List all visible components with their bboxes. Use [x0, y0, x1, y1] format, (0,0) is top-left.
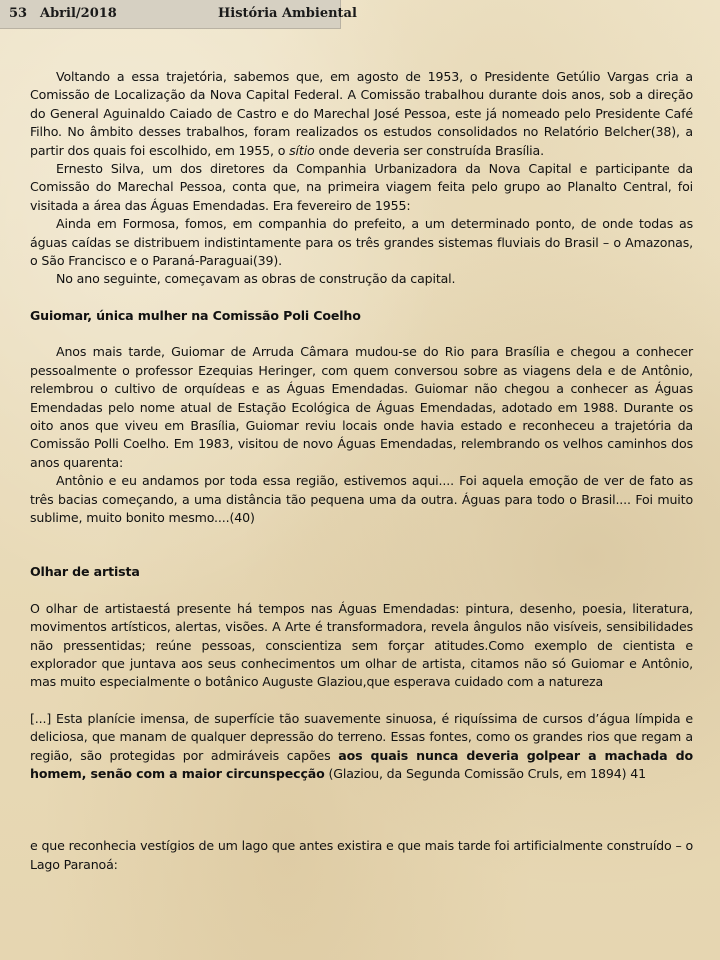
spacer [30, 692, 693, 710]
spacer [30, 783, 693, 837]
page-number: 53 [9, 6, 28, 21]
article-body [30, 68, 693, 874]
page-header [0, 0, 357, 29]
paragraph-artist: O olhar de artistaestá presente há tempos nas Águas Emendadas: pintura, desenho, poesia, literatura, movimentos artísticos, alertas, visões. A Arte é transformadora, revela ângulos não visíveis, sensibilidades não pressentidas; reúne pessoas, conscientiza sem forçar atitudes.Como exemplo de cientista e explorador que juntava aos seus conhecimentos um olhar de artista, citamos não só Guiomar e Antônio, mas muito especialmente o botânico Auguste Glaziou,que esperava cuidado com a natureza [30, 600, 693, 690]
spacer [30, 325, 693, 343]
section-name: História Ambiental [218, 6, 357, 21]
quote-bold-text: aos quais nunca deveria golpear a machada do homem, senão com a maior circunspecção [30, 747, 693, 781]
paragraph-text: onde deveria ser construída Brasília. [314, 142, 544, 158]
emphasis-sitio: sítio [289, 142, 315, 158]
glaziou-quote [30, 710, 693, 784]
paragraph-construction: No ano seguinte, começavam as obras de construção da capital. [56, 271, 456, 287]
paragraph-ernesto-silva: Ernesto Silva, um dos diretores da Companhia Urbanizadora da Nova Capital e participante da Comissão do Marechal Pessoa, conta que, na primeira viagem feita pelo grupo ao Planalto Central, foi visitada a área das Águas Emendadas. Era fevereiro de 1955: [30, 161, 693, 213]
section-heading-artist: Olhar de artista [30, 564, 140, 580]
spacer [30, 527, 693, 563]
paragraph-guiomar: Anos mais tarde, Guiomar de Arruda Câmara mudou-se do Rio para Brasília e chegou a conhecer pessoalmente o professor Ezequias Heringer, com quem conversou sobre as viagens dela e de Antônio, relembrou o cultivo de orquídeas e as Águas Emendadas. Guiomar não chegou a conhecer as Águas Emendadas pelo nome atual de Estação Ecológica de Águas Emendadas, adotado em 1988. Durante os oito anos que viveu em Brasília, Guiomar reviu locais onde havia estado e reconheceu a trajetória da Comissão Polli Coelho. Em 1983, visitou de novo Águas Emendadas, relembrando os velhos caminhos dos anos quarenta: [30, 344, 693, 470]
paragraph-lake-paranoa: e que reconhecia vestígios de um lago que antes existira e que mais tarde foi artificialmente construído – o Lago Paranoá: [30, 838, 693, 872]
paragraph-text: Voltando a essa trajetória, sabemos que, em agosto de 1953, o Presidente Getúlio Vargas cria a Comissão de Localização da Nova Capital Federal. A Comissão trabalhou durante dois anos, sob a direção do General Aguinaldo Caiado de Castro e do Marechal José Pessoa, este já nomeado pelo Presidente Café Filho. No âmbito desses trabalhos, foram realizados os estudos consolidados no Relatório Belcher(38), a partir dos quais foi escolhido, em 1955, o [30, 69, 693, 158]
paragraph-commission [30, 68, 693, 160]
spacer [30, 582, 693, 600]
paragraph-formosa-quote: Ainda em Formosa, fomos, em companhia do prefeito, a um determinado ponto, de onde todas as águas caídas se distribuem indistintamente para os três grandes sistemas fluviais do Brasil – o Amazonas, o São Francisco e o Paraná-Paraguai(39). [30, 216, 693, 269]
spacer [30, 289, 693, 307]
quote-citation: (Glaziou, da Segunda Comissão Cruls, em 1894) 41 [324, 766, 646, 781]
section-heading-guiomar: Guiomar, única mulher na Comissão Poli Coelho [30, 307, 361, 323]
quote-text: [...] Esta planície imensa, de superfície tão suavemente sinuosa, é riquíssima de cursos d’água límpida e deliciosa, que manam de qualquer depressão do terreno. Essas fontes, como os grandes rios que regam a região, são protegidas por admiráveis capões [30, 710, 693, 763]
issue-date: Abril/2018 [40, 6, 117, 21]
paragraph-guiomar-quote: Antônio e eu andamos por toda essa região, estivemos aqui.... Foi aquela emoção de ver de fato as três bacias começando, a uma distância tão pequena uma da outra. Águas para todo o Brasil.... Foi muito sublime, muito bonito mesmo....(40) [30, 473, 693, 525]
